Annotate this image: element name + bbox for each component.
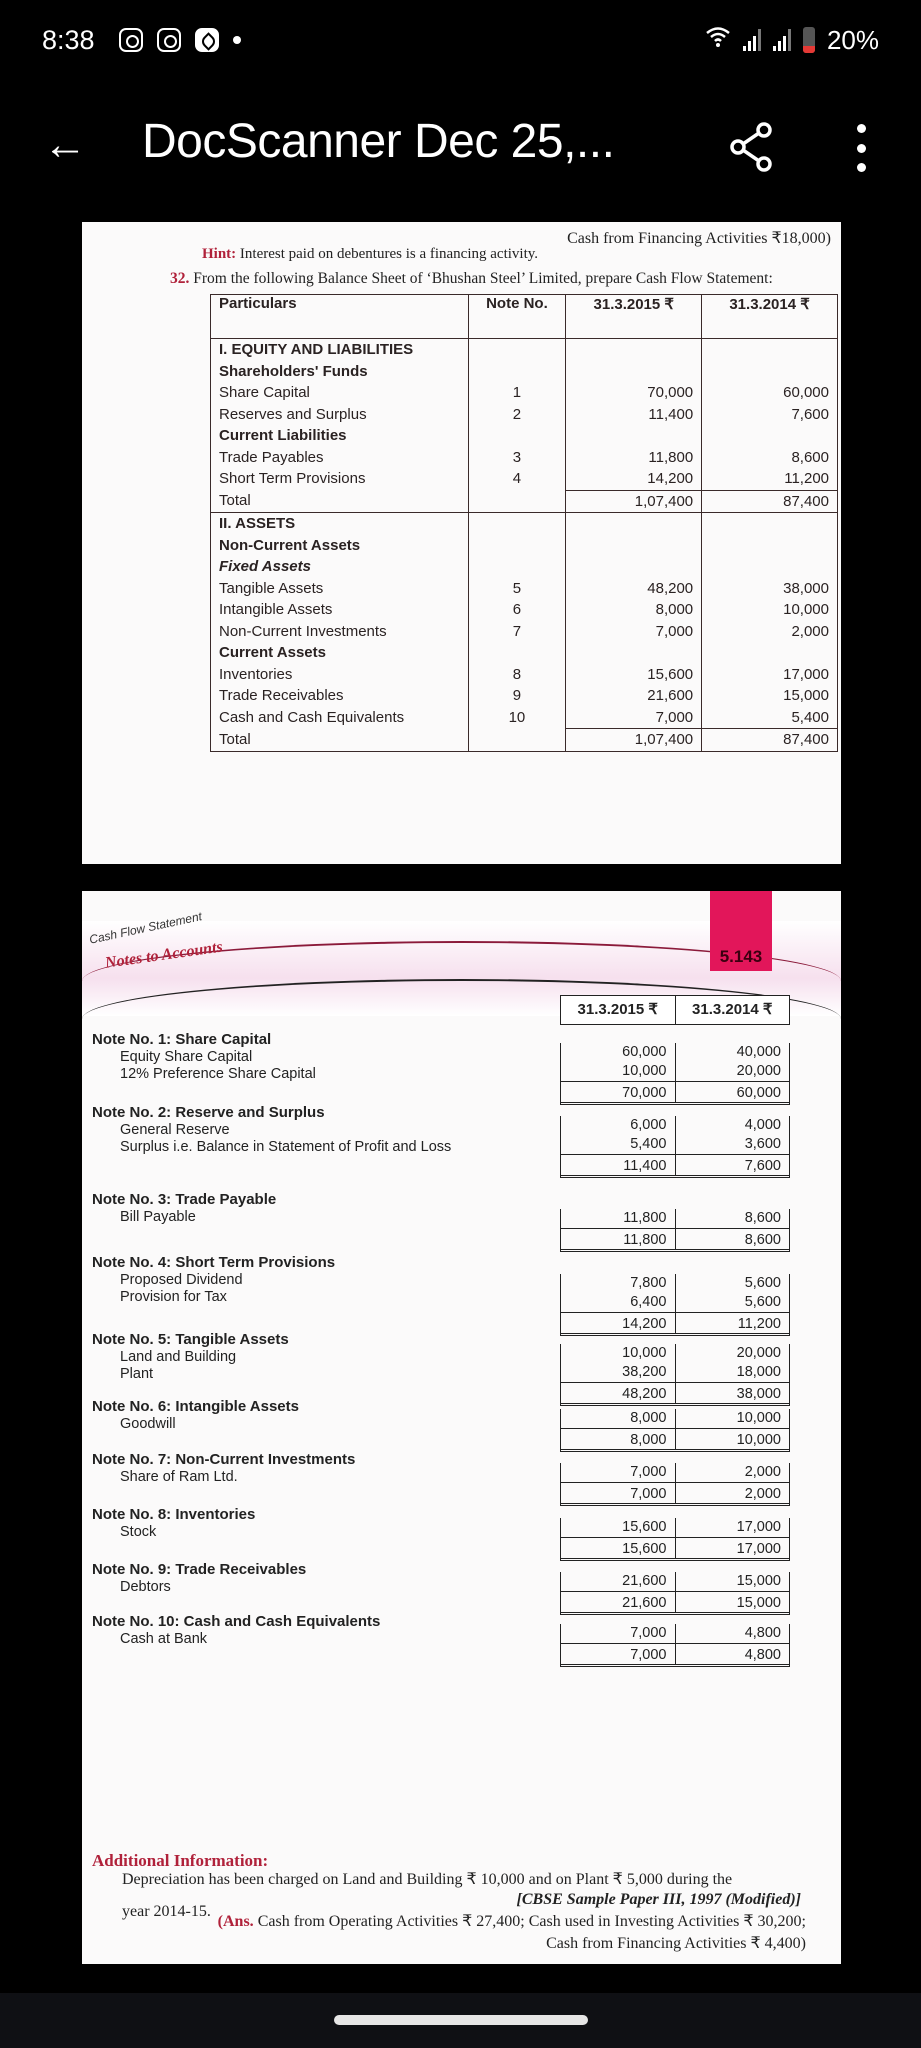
value-2014: 17,000 [675,1518,790,1537]
note-item: Proposed Dividend [120,1272,243,1288]
row-value-2014 [702,339,838,361]
previous-answer-tail: Cash from Financing Activities ₹18,000) [567,230,831,247]
note-total-row [561,1643,789,1667]
row-value-2015: 70,000 [566,382,702,404]
note-total-row [561,1482,789,1506]
table-row [211,578,838,600]
table-row [211,664,838,686]
row-note-no [468,729,566,752]
table-row [211,685,838,707]
page-number-tab: 5.143 [710,891,772,971]
note-title: Note No. 6: Intangible Assets [92,1398,299,1415]
note-total-row [561,1312,789,1336]
row-value-2014: 11,200 [702,468,838,490]
total-2014: 17,000 [675,1538,790,1558]
row-value-2014: 87,400 [702,490,838,513]
total-2015: 7,000 [630,1647,667,1663]
note-title: Note No. 10: Cash and Cash Equivalents [92,1613,381,1630]
header-2014: 31.3.2014 ₹ [675,996,790,1024]
row-value-2014: 15,000 [702,685,838,707]
answer-text: Cash from Operating Activities ₹ 27,400; Cash used in Investing Activities ₹ 30,200; Cash from Financing Activities ₹ 4,400) [253,1913,806,1952]
question-number: 32. [170,270,190,287]
row-value-2015 [566,513,702,535]
instagram-icon [119,28,143,52]
running-header: Cash Flow Statement [88,909,204,947]
total-2015: 8,000 [630,1432,667,1448]
note-title: Note No. 3: Trade Payable [92,1191,277,1208]
note-values [560,1572,790,1615]
more-options-icon[interactable] [846,120,876,176]
value-2014: 2,000 [675,1463,790,1482]
scanned-page-1 [82,222,841,864]
notes-table-header [560,995,790,1025]
value-2015: 10,000 [622,1345,667,1361]
value-2015: 7,000 [630,1625,667,1641]
row-value-2014: 8,600 [702,447,838,469]
value-2015: 60,000 [622,1044,667,1060]
row-note-no [468,425,566,447]
instagram-icon [157,28,181,52]
row-value-2014 [702,642,838,664]
note-total-row [561,1591,789,1615]
note-item: Goodwill [120,1416,176,1432]
row-particulars: Trade Payables [211,447,469,469]
row-note-no: 4 [468,468,566,490]
value-2015: 21,600 [622,1573,667,1589]
value-2015: 8,000 [630,1410,667,1426]
answer-label: (Ans. [217,1913,254,1930]
value-2014: 5,600 [675,1274,790,1293]
value-2015: 6,000 [630,1117,667,1133]
note-values [560,1043,790,1105]
navigation-bar [0,1993,921,2048]
table-row [211,729,838,752]
row-value-2015: 7,000 [566,707,702,729]
row-particulars: Fixed Assets [211,556,469,578]
note-value-row [561,1274,789,1293]
row-value-2014: 7,600 [702,404,838,426]
table-row [211,556,838,578]
row-value-2015 [566,642,702,664]
table-row [211,513,838,535]
row-particulars: Current Assets [211,642,469,664]
wifi-icon [705,25,731,56]
row-value-2014 [702,535,838,557]
app-bar [0,100,921,190]
row-value-2015: 48,200 [566,578,702,600]
home-gesture-handle[interactable] [334,2015,588,2025]
note-value-row [561,1624,789,1643]
value-2014: 18,000 [675,1363,790,1382]
signal-icon [773,29,791,51]
battery-icon [803,27,815,53]
row-value-2014: 38,000 [702,578,838,600]
row-value-2014: 2,000 [702,621,838,643]
value-2015: 7,000 [630,1464,667,1480]
value-2014: 20,000 [675,1062,790,1081]
row-note-no: 8 [468,664,566,686]
row-note-no [468,556,566,578]
value-2014: 20,000 [675,1344,790,1363]
row-value-2015: 11,800 [566,447,702,469]
table-row [211,599,838,621]
table-row [211,382,838,404]
value-2014: 4,000 [675,1116,790,1135]
value-2014: 3,600 [675,1135,790,1154]
note-title: Note No. 7: Non-Current Investments [92,1451,356,1468]
table-row [211,339,838,361]
total-2015: 48,200 [622,1386,667,1402]
header-2015: 31.3.2015 ₹ [577,1001,658,1018]
more-notifications-dot-icon [233,36,241,44]
row-note-no: 1 [468,382,566,404]
table-row [211,642,838,664]
note-values [560,1274,790,1336]
note-item: Land and Building [120,1349,237,1365]
row-particulars: Short Term Provisions [211,468,469,490]
share-icon[interactable] [726,120,778,172]
note-item: Surplus i.e. Balance in Statement of Profit and Loss [120,1139,452,1155]
additional-info-text: Depreciation has been charged on Land and Building ₹ 10,000 and on Plant ₹ 5,000 during the [122,1871,733,1888]
value-2015: 6,400 [630,1294,667,1310]
row-particulars: Trade Receivables [211,685,469,707]
value-2014: 8,600 [675,1209,790,1228]
reference: [CBSE Sample Paper III, 1997 (Modified)] [516,1891,801,1908]
row-value-2015 [566,425,702,447]
header-note-no: Note No. [468,295,566,339]
battery-percent: 20% [826,24,879,55]
value-2014: 5,600 [675,1293,790,1312]
note-values [560,1344,790,1406]
note-title: Note No. 9: Trade Receivables [92,1561,307,1578]
note-values [560,1116,790,1178]
note-value-row [561,1409,789,1428]
scanned-page-2 [82,891,841,1964]
total-2015: 7,000 [630,1486,667,1502]
document-title: DocScanner Dec 25,... [142,115,615,168]
hint-text: Interest paid on debentures is a financing activity. [236,246,539,262]
row-particulars: Intangible Assets [211,599,469,621]
row-note-no: 5 [468,578,566,600]
row-note-no [468,642,566,664]
note-value-row [561,1043,789,1062]
hint [202,246,538,263]
note-value-row [561,1518,789,1537]
back-arrow-icon[interactable]: ← [43,120,87,169]
row-particulars: Cash and Cash Equivalents [211,707,469,729]
app-notification-icon [195,28,219,52]
total-2014: 10,000 [675,1429,790,1449]
note-item: Plant [120,1366,154,1382]
row-note-no: 7 [468,621,566,643]
question-text: From the following Balance Sheet of ‘Bhushan Steel’ Limited, prepare Cash Flow Statement: [189,270,773,287]
header-2014: 31.3.2014 ₹ [702,295,838,339]
total-2014: 2,000 [675,1483,790,1503]
row-particulars: Share Capital [211,382,469,404]
total-2015: 70,000 [622,1085,667,1101]
row-value-2015: 21,600 [566,685,702,707]
value-2015: 10,000 [622,1063,667,1079]
additional-info-year: year 2014-15. [122,1903,211,1920]
note-item: Cash at Bank [120,1631,208,1647]
status-bar [0,0,921,80]
row-note-no: 9 [468,685,566,707]
note-values [560,1624,790,1667]
table-row [211,468,838,490]
note-value-row [561,1293,789,1312]
row-value-2015 [566,339,702,361]
note-value-row [561,1463,789,1482]
row-note-no: 2 [468,404,566,426]
row-value-2015: 11,400 [566,404,702,426]
row-particulars: I. EQUITY AND LIABILITIES [211,339,469,361]
total-2014: 38,000 [675,1383,790,1403]
note-value-row [561,1363,789,1382]
value-2014: 10,000 [675,1409,790,1428]
total-2015: 11,400 [623,1158,667,1174]
value-2014: 40,000 [675,1043,790,1062]
total-2014: 15,000 [675,1592,790,1612]
row-value-2014: 5,400 [702,707,838,729]
signal-icon [743,29,761,51]
row-note-no [468,490,566,513]
total-2014: 8,600 [675,1229,790,1249]
note-total-row [561,1081,789,1105]
total-2015: 15,600 [622,1541,667,1557]
note-values [560,1409,790,1452]
row-particulars: Current Liabilities [211,425,469,447]
note-value-row [561,1344,789,1363]
note-item: Bill Payable [120,1209,196,1225]
table-row [211,425,838,447]
note-total-row [561,1228,789,1252]
additional-info-title: Additional Information: [92,1851,269,1870]
total-2014: 7,600 [675,1155,790,1175]
row-value-2015: 14,200 [566,468,702,490]
note-values [560,1209,790,1252]
row-note-no: 3 [468,447,566,469]
row-value-2014 [702,556,838,578]
answer [206,1911,806,1955]
note-value-row [561,1572,789,1591]
note-title: Note No. 4: Short Term Provisions [92,1254,336,1271]
total-2015: 21,600 [622,1595,667,1611]
row-note-no [468,535,566,557]
value-2015: 11,800 [623,1210,667,1226]
row-particulars: Tangible Assets [211,578,469,600]
status-time: 8:38 [42,24,95,55]
note-total-row [561,1537,789,1561]
note-item: Debtors [120,1579,171,1595]
note-value-row [561,1116,789,1135]
row-value-2015: 1,07,400 [566,490,702,513]
value-2014: 4,800 [675,1624,790,1643]
value-2015: 15,600 [622,1519,667,1535]
note-title: Note No. 8: Inventories [92,1506,256,1523]
note-total-row [561,1382,789,1406]
table-row [211,490,838,513]
total-2014: 11,200 [675,1313,790,1333]
value-2015: 38,200 [622,1364,667,1380]
note-item: Equity Share Capital [120,1049,253,1065]
row-particulars: Total [211,729,469,752]
note-value-row [561,1209,789,1228]
table-header-row [211,295,838,339]
row-value-2014: 87,400 [702,729,838,752]
row-particulars: Non-Current Investments [211,621,469,643]
row-value-2014 [702,425,838,447]
row-particulars: Total [211,490,469,513]
note-value-row [561,1062,789,1081]
table-row [211,535,838,557]
row-particulars: Shareholders' Funds [211,361,469,383]
row-value-2014 [702,361,838,383]
table-row [211,621,838,643]
question [170,270,773,288]
note-title: Note No. 5: Tangible Assets [92,1331,289,1348]
value-2014: 15,000 [675,1572,790,1591]
row-note-no [468,339,566,361]
row-value-2014: 60,000 [702,382,838,404]
table-row [211,404,838,426]
value-2015: 5,400 [630,1136,667,1152]
row-note-no [468,513,566,535]
note-total-row [561,1154,789,1178]
note-item: Provision for Tax [120,1289,227,1305]
note-values [560,1463,790,1506]
row-value-2015 [566,556,702,578]
note-item: Stock [120,1524,157,1540]
row-value-2014: 10,000 [702,599,838,621]
row-value-2015: 1,07,400 [566,729,702,752]
row-value-2015: 8,000 [566,599,702,621]
row-particulars: Reserves and Surplus [211,404,469,426]
note-item: Share of Ram Ltd. [120,1469,238,1485]
row-value-2014 [702,513,838,535]
row-particulars: Inventories [211,664,469,686]
total-2014: 60,000 [675,1082,790,1102]
header-2015: 31.3.2015 ₹ [566,295,702,339]
value-2015: 7,800 [630,1275,667,1291]
table-row [211,361,838,383]
balance-sheet-table [210,294,838,752]
note-item: General Reserve [120,1122,230,1138]
note-value-row [561,1135,789,1154]
note-title: Note No. 2: Reserve and Surplus [92,1104,325,1121]
table-row [211,707,838,729]
table-row [211,447,838,469]
row-value-2015: 15,600 [566,664,702,686]
row-note-no: 6 [468,599,566,621]
total-2014: 4,800 [675,1644,790,1664]
total-2015: 11,800 [623,1232,667,1248]
note-values [560,1518,790,1561]
header-particulars: Particulars [211,295,469,339]
row-note-no: 10 [468,707,566,729]
row-value-2015 [566,361,702,383]
row-value-2015 [566,535,702,557]
row-note-no [468,361,566,383]
row-particulars: II. ASSETS [211,513,469,535]
row-value-2014: 17,000 [702,664,838,686]
note-total-row [561,1428,789,1452]
row-particulars: Non-Current Assets [211,535,469,557]
hint-label: Hint: [202,246,237,262]
note-item: 12% Preference Share Capital [120,1066,316,1082]
section-title: Notes to Accounts [104,938,224,972]
note-title: Note No. 1: Share Capital [92,1031,272,1048]
row-value-2015: 7,000 [566,621,702,643]
total-2015: 14,200 [622,1316,667,1332]
